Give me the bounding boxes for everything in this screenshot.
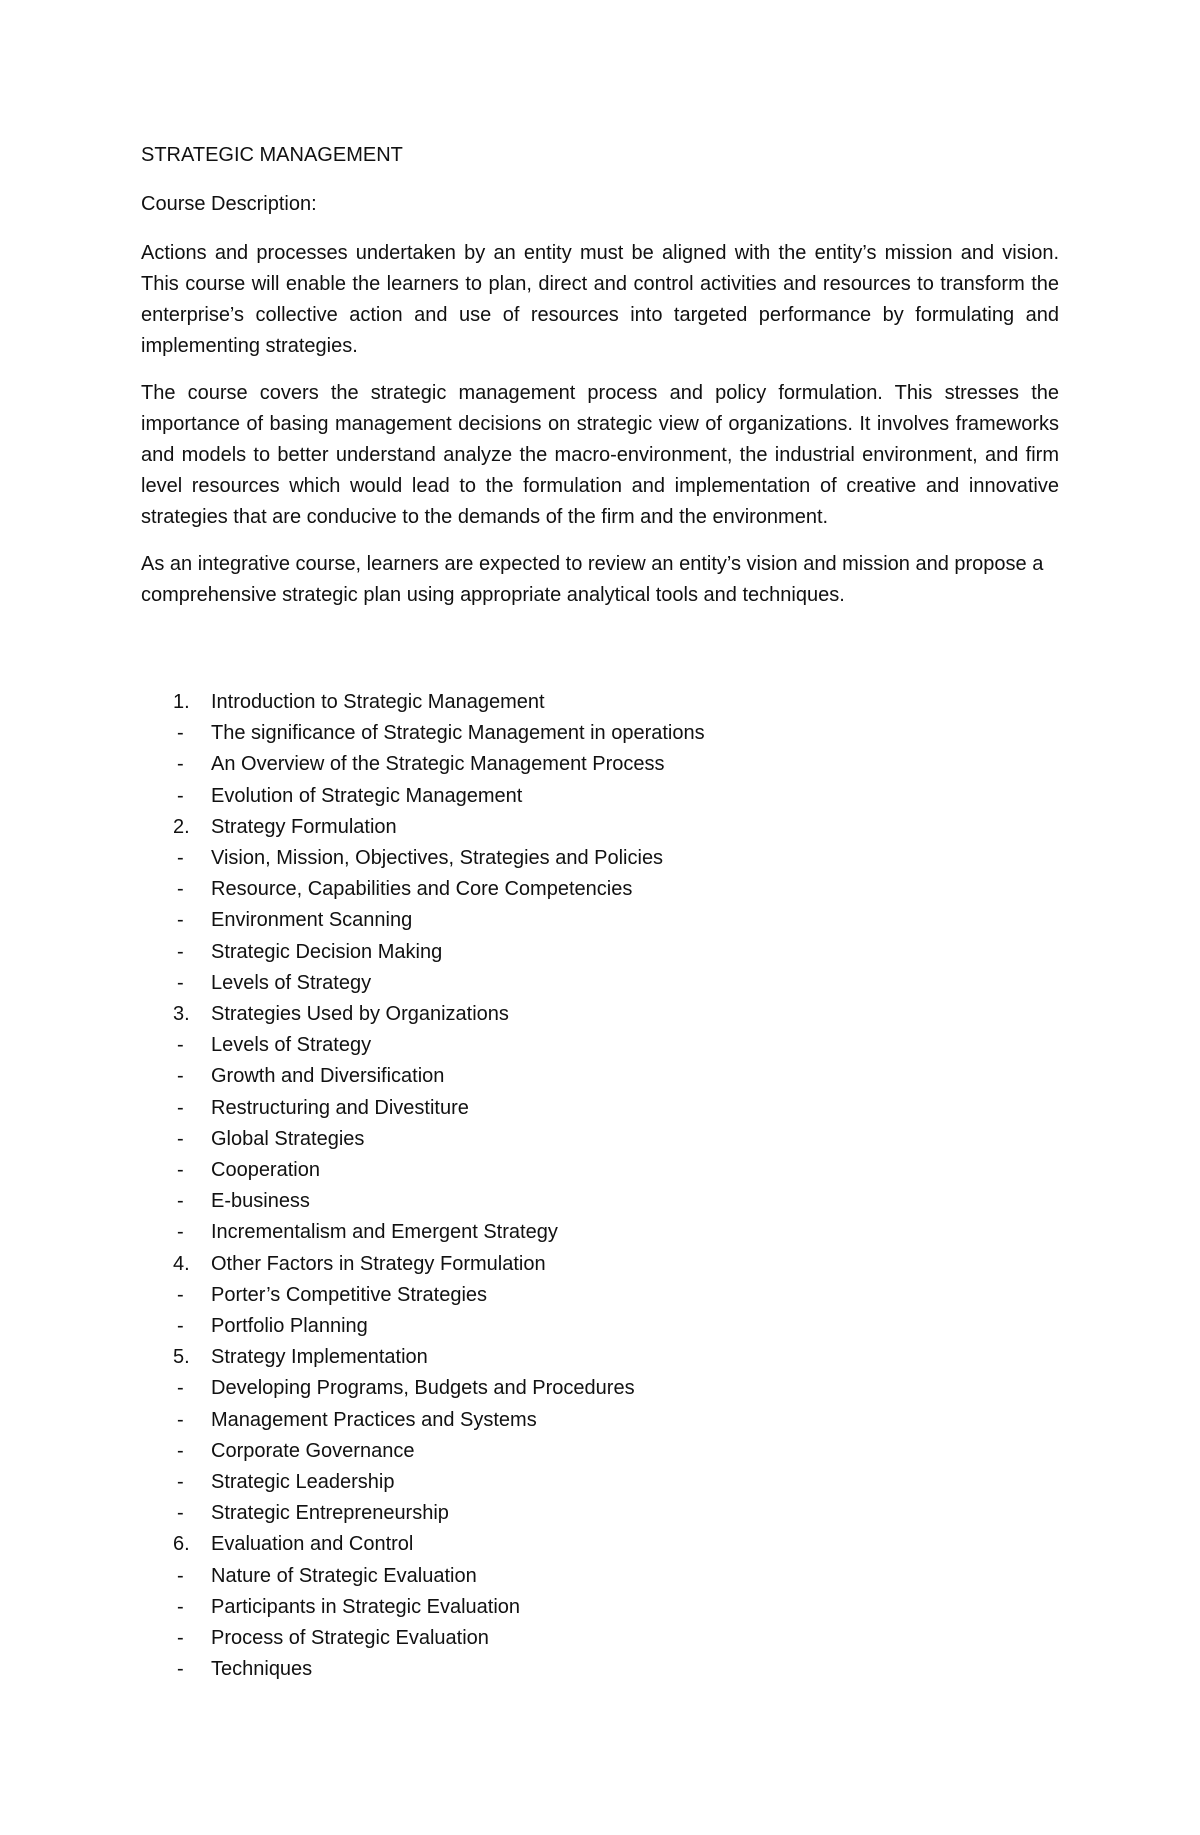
dash-bullet-icon: - <box>177 1408 184 1431</box>
subtopic-item <box>177 718 1059 749</box>
topic-number: 4. <box>173 1252 190 1275</box>
subtopic-item <box>177 1405 1059 1436</box>
subtopic-text: Environment Scanning <box>211 909 413 932</box>
course-description-label: Course Description: <box>141 193 317 215</box>
subtopic-text: Techniques <box>211 1658 313 1681</box>
dash-bullet-icon: - <box>177 878 184 901</box>
subtopic-item <box>177 1467 1059 1498</box>
subtopic-item <box>177 1311 1059 1342</box>
subtopic-text: Management Practices and Systems <box>211 1408 537 1431</box>
subtopic-list <box>177 1280 1059 1342</box>
outline-topic <box>141 687 1059 812</box>
section-spacer <box>141 627 1059 687</box>
dash-bullet-icon: - <box>177 1221 184 1244</box>
topic-title: Strategy Implementation <box>211 1346 428 1369</box>
subtopic-text: Evolution of Strategic Management <box>211 784 523 807</box>
subtopic-item <box>177 749 1059 780</box>
dash-bullet-icon: - <box>177 1065 184 1088</box>
dash-bullet-icon: - <box>177 1190 184 1213</box>
subtopic-list <box>177 1030 1059 1248</box>
subtopic-item <box>177 1155 1059 1186</box>
dash-bullet-icon: - <box>177 1315 184 1338</box>
subtopic-item <box>177 1498 1059 1529</box>
dash-bullet-icon: - <box>177 1439 184 1462</box>
subtopic-text: Strategic Entrepreneurship <box>211 1502 449 1525</box>
topic-title: Strategy Formulation <box>211 815 397 838</box>
subtopic-item <box>177 781 1059 812</box>
subtopic-text: Cooperation <box>211 1159 320 1182</box>
outline-topic <box>141 1249 1059 1343</box>
subtopic-item <box>177 1217 1059 1248</box>
subtopic-text: Strategic Decision Making <box>211 940 443 963</box>
dash-bullet-icon: - <box>177 1034 184 1057</box>
topic-number: 5. <box>173 1346 190 1369</box>
subtopic-text: E-business <box>211 1190 310 1213</box>
subtopic-item <box>177 937 1059 968</box>
dash-bullet-icon: - <box>177 1377 184 1400</box>
dash-bullet-icon: - <box>177 847 184 870</box>
subtopic-text: Portfolio Planning <box>211 1315 368 1338</box>
subtopic-item <box>177 1093 1059 1124</box>
subtopic-list <box>177 1373 1059 1529</box>
subtopic-item <box>177 1436 1059 1467</box>
dash-bullet-icon: - <box>177 1096 184 1119</box>
topic-number: 2. <box>173 815 190 838</box>
outline-topic <box>141 1342 1059 1529</box>
dash-bullet-icon: - <box>177 1283 184 1306</box>
subtopic-item <box>177 1592 1059 1623</box>
description-paragraph-1: Actions and processes undertaken by an entity must be aligned with the entity’s mission and vision. This course will enable the learners to plan, direct and control activities and resources to transform the enterprise’s collective action and use of resources into targeted performance by formulating and implementing strategies. <box>141 242 1059 357</box>
dash-bullet-icon: - <box>177 940 184 963</box>
outline-topic <box>141 999 1059 1249</box>
document-page <box>141 140 1059 1686</box>
dash-bullet-icon: - <box>177 971 184 994</box>
subtopic-text: Growth and Diversification <box>211 1065 445 1088</box>
subtopic-text: Incrementalism and Emergent Strategy <box>211 1221 558 1244</box>
subtopic-item <box>177 1186 1059 1217</box>
subtopic-item <box>177 905 1059 936</box>
course-outline <box>141 687 1059 1686</box>
outline-topic <box>141 1529 1059 1685</box>
subtopic-item <box>177 1373 1059 1404</box>
document-title: STRATEGIC MANAGEMENT <box>141 144 403 166</box>
dash-bullet-icon: - <box>177 1502 184 1525</box>
dash-bullet-icon: - <box>177 1658 184 1681</box>
outline-topic <box>141 812 1059 999</box>
dash-bullet-icon: - <box>177 1471 184 1494</box>
subtopic-list <box>177 843 1059 999</box>
topic-title: Introduction to Strategic Management <box>211 691 545 713</box>
subtopic-list <box>177 718 1059 812</box>
subtopic-item <box>177 1280 1059 1311</box>
subtopic-text: The significance of Strategic Management in operations <box>211 722 705 745</box>
subtopic-text: Process of Strategic Evaluation <box>211 1627 489 1650</box>
topic-title: Evaluation and Control <box>211 1533 414 1556</box>
dash-bullet-icon: - <box>177 1159 184 1182</box>
subtopic-item <box>177 874 1059 905</box>
subtopic-text: Developing Programs, Budgets and Procedures <box>211 1377 635 1400</box>
subtopic-item <box>177 968 1059 999</box>
subtopic-text: Porter’s Competitive Strategies <box>211 1283 488 1306</box>
subtopic-text: Resource, Capabilities and Core Competencies <box>211 878 633 901</box>
subtopic-text: Nature of Strategic Evaluation <box>211 1564 477 1587</box>
dash-bullet-icon: - <box>177 784 184 807</box>
subtopic-item <box>177 1561 1059 1592</box>
dash-bullet-icon: - <box>177 1627 184 1650</box>
topic-number: 3. <box>173 1003 190 1026</box>
subtopic-text: Vision, Mission, Objectives, Strategies and Policies <box>211 847 664 870</box>
subtopic-item <box>177 1061 1059 1092</box>
topic-title: Strategies Used by Organizations <box>211 1003 509 1026</box>
subtopic-text: Global Strategies <box>211 1127 365 1150</box>
dash-bullet-icon: - <box>177 1127 184 1150</box>
description-paragraph-2: The course covers the strategic management process and policy formulation. This stresses the importance of basing management decisions on strategic view of organizations. It involves frameworks and models to better understand analyze the macro-environment, the industrial environment, and firm level resources which would lead to the formulation and implementation of creative and innovative strategies that are conducive to the demands of the firm and the environment. <box>141 382 1059 528</box>
dash-bullet-icon: - <box>177 909 184 932</box>
subtopic-item <box>177 1124 1059 1155</box>
subtopic-item <box>177 1030 1059 1061</box>
dash-bullet-icon: - <box>177 722 184 745</box>
subtopic-text: Participants in Strategic Evaluation <box>211 1595 521 1618</box>
subtopic-item <box>177 843 1059 874</box>
dash-bullet-icon: - <box>177 1564 184 1587</box>
topic-number: 6. <box>173 1533 190 1556</box>
subtopic-text: Corporate Governance <box>211 1439 415 1462</box>
subtopic-text: Levels of Strategy <box>211 971 372 994</box>
subtopic-item <box>177 1654 1059 1685</box>
dash-bullet-icon: - <box>177 1595 184 1618</box>
subtopic-text: Restructuring and Divestiture <box>211 1096 469 1119</box>
topic-number: 1. <box>173 691 190 713</box>
dash-bullet-icon: - <box>177 753 184 776</box>
subtopic-item <box>177 1623 1059 1654</box>
subtopic-text: An Overview of the Strategic Management Process <box>211 753 665 776</box>
subtopic-list <box>177 1561 1059 1686</box>
subtopic-text: Strategic Leadership <box>211 1471 395 1494</box>
topic-title: Other Factors in Strategy Formulation <box>211 1252 546 1275</box>
subtopic-text: Levels of Strategy <box>211 1034 372 1057</box>
description-paragraph-3: As an integrative course, learners are expected to review an entity’s vision and mission and propose a comprehensive strategic plan using appropriate analytical tools and techniques. <box>141 553 1044 606</box>
